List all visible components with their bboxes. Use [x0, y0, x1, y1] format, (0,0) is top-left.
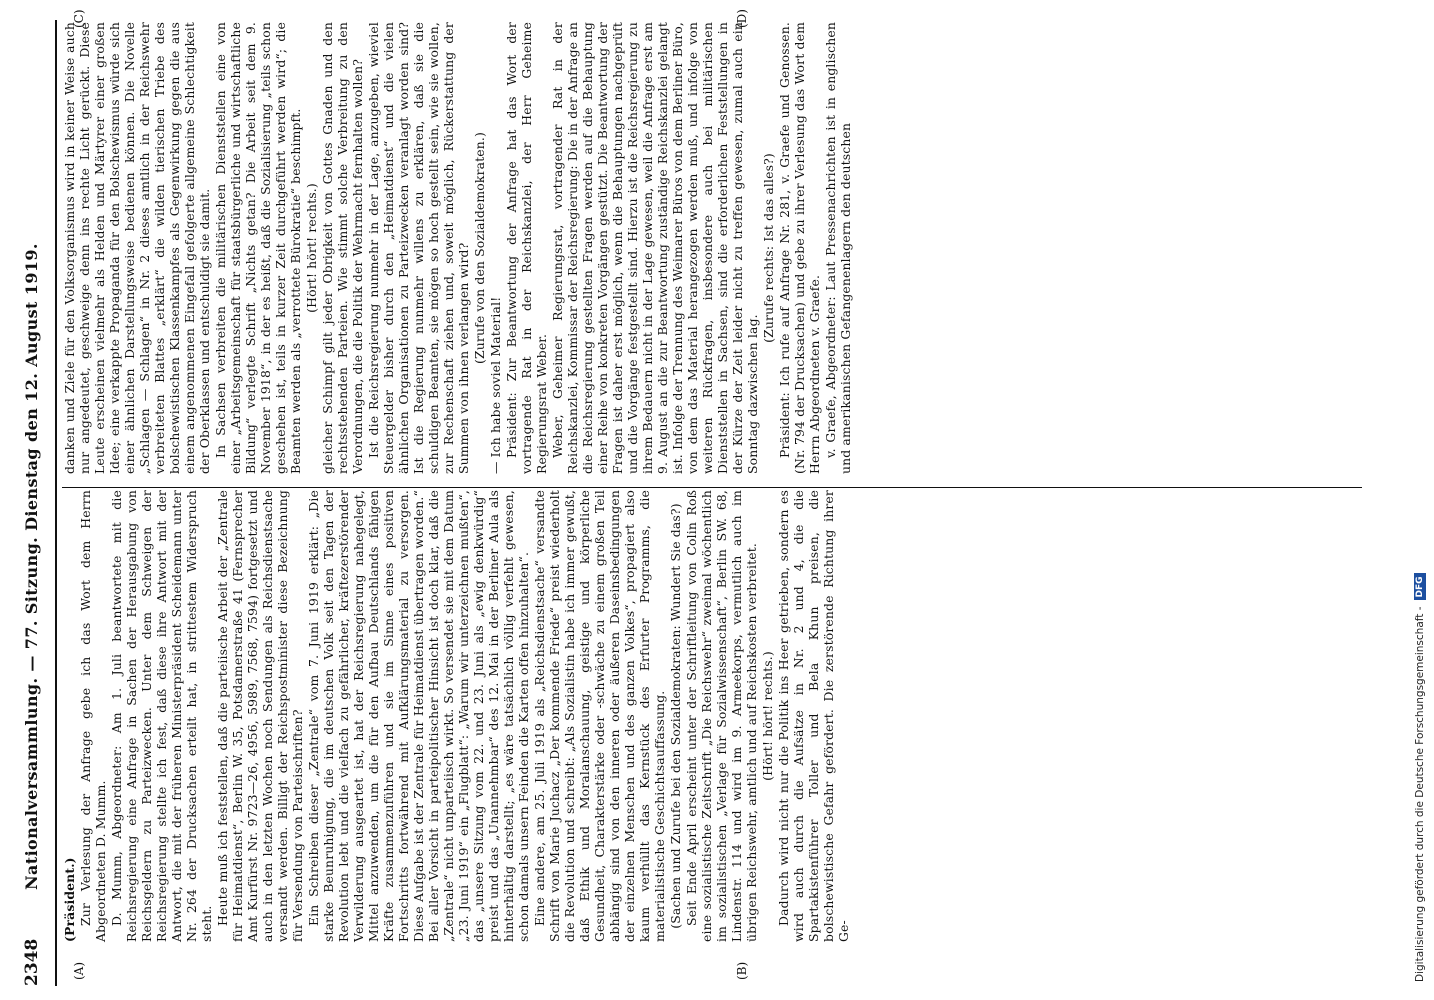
header-rule: [55, 20, 57, 986]
digitization-note-text: Digitalisierung gefördert durch die Deutsche Forschungsgemeinschaft -: [1414, 606, 1426, 982]
paragraph: — Ich habe soviel Material!: [488, 296, 503, 474]
paragraph: Seit Ende April erscheint unter der Schriftleitung von Colin Roß eine sozialistische Zeitschrift „Die Reichswehr“ zweimal wöchentlich im sozialistischen „Verlage für Sozialwissenschaft“, Berlin SW. 68, Lindenstr. 114 und wird im 9. Armeekorps, vermutlich auch im übrigen Reichswehr, amtlich und auf Reichskosten verbreitet.: [684, 490, 759, 942]
left-column: [62, 490, 852, 942]
paragraph: In Sachsen verbreiten die militärischen Dienststellen eine von einer „Arbeitsgemeinschaft für staatsbürgerliche und wirtschaftliche Bildung“ verlegte Schrift „Nichts getan? Die Arbeit seit dem 9. November 1918“, in der es heißt, daß die Sozialisierung „teils schon geschehen ist, teils in kurzer Zeit durchgeführt werden wird“; die Beamten werden als „verrottete Bürokratie“ beschimpft.: [213, 22, 303, 474]
paragraph: Ein Schreiben dieser „Zentrale“ vom 7. Juni 1919 erklärt: „Die starke Beunruhigung, die im deutschen Volk seit den Tagen der Revolution lebt und die vielfach zu gefährlicher, kräftezerstörender Verwilderung ausgeartet ist, hat der Reichsregierung nahegelegt, Mittel anzuwenden, um die für den Aufbau Deutschlands fähigen Kräfte zusammenzuführen und sie im Sinne eines positiven Fortschritts fortwährend mit Aufklärungsmaterial zu versorgen. Diese Aufgabe ist der Zentrale für Heimatdienst übertragen worden.“ Bei aller Vorsicht in parteipolitischer Hinsicht ist doch klar, daß die „Zentrale“ nicht unparteiisch wirkt. So versendet sie mit dem Datum „23. Juni 1919“ ein „Flugblatt“: „Warum wir unterzeichnen mußten“, das „unsere Sitzung vom 22. und 23. Juni als „ewig denkwürdig“ preist und das „Unannehmbar“ des 12. Mai in der Berliner Aula als hinterhältig darstellt; „es wäre tatsächlich völlig verfehlt gewesen, schon damals unsern Feinden die Karten offen hinzuhalten“.: [306, 490, 531, 942]
paragraph: Präsident: Zur Beantwortung der Anfrage hat das Wort der vortragende Rat in der Reichskanzlei, der Herr Geheime Regierungsrat Weber.: [504, 22, 549, 474]
paragraph: Weber, Geheimer Regierungsrat, vortragender Rat in der Reichskanzlei, Kommissar der Reichsregierung: Die in der Anfrage an die Reichsregierung gestellten Fragen werden auf die Behauptung einer Reihe von konkreten Vorgängen gestützt. Die Beantwortung der Fragen ist daher erst möglich, wenn die Behauptungen nachgeprüft und die Vorgänge festgestellt sind. Hierzu ist die Reichsregierung zu ihrem Bedauern nicht in der Lage gewesen, weil die Anfrage erst am 9. August an die zur Beantwortung zuständige Reichskanzlei gelangt ist. Infolge der Trennung des Weimarer Büros von dem Berliner Büro, von dem das Material herangezogen werden muß, und infolge von weiteren Rückfragen, insbesondere auch bei militärischen Dienststellen in Sachsen, sind die erforderlichen Feststellungen in der Kürze der Zeit leider nicht zu treffen gewesen, zumal auch ein Sonntag dazwischen lag.: [550, 22, 760, 474]
paragraph: danken und Ziele für den Volksorganismus wird in keiner Weise auch nur angedeutet, geschweige denn ins rechte Licht gerückt. Diese Leute erscheinen vielmehr als Helden und Märtyrer einer großen Idee; eine verkappte Propaganda für den Bolschewismus würde sich einer ähnlichen Darstellungsweise bedienen können. Die Novelle „Schlagen — Schlagen“ in Nr. 2 dieses amtlich in der Reichswehr verbreiteten Blattes „erklärt“ die wilden tierischen Triebe des bolschewistischen Klassenkampfes als Gegenwirkung gegen die aus einem angenommenen Eingefall gefolgerte allgemeine Schlechtigkeit der Oberklassen und entschuldigt sie damit.: [62, 22, 212, 474]
paragraph: v. Graefe, Abgeordneter: Laut Pressenachrichten ist in englischen und amerikanischen Gefangenenlagern den deutschen: [823, 22, 853, 474]
paragraph: gleicher Schimpf gilt jeder Obrigkeit von Gottes Gnaden und den rechtsstehenden Parteien. Wie stimmt solche Verbreitung zu den Verordnungen, die die Politik der Wehrmacht fernhalten wollen?: [320, 22, 365, 474]
paragraph: Eine andere, am 25. Juli 1919 als „Reichsdienstsache“ versandte Schrift von Marie Juchacz „Der kommende Friede“ preist wiederholt die Revolution und schreibt: „Als Sozialistin habe ich immer gewußt, daß Ethik und Moralanschauung, geistige und körperliche Gesundheit, Charakterstärke oder -schwäche zu einem großen Teil abhängig sind von den inneren oder äußeren Daseinsbedingungen der einzelnen Menschen und des ganzen Volkes“, propagiert also kaum verhüllt das Kernstück des Erfurter Programms, die materialistische Geschichtsauffassung.: [532, 490, 667, 942]
paragraph: (Zurufe rechts: Ist das alles?): [761, 153, 776, 343]
margin-marker-c: (C): [72, 9, 86, 28]
margin-marker-d: (D): [735, 9, 749, 28]
digitization-note: [1408, 12, 1432, 982]
margin-marker-b: (B): [735, 961, 749, 980]
column-divider: [62, 487, 1362, 488]
paragraph: (Hört! hört! rechts.): [304, 183, 319, 313]
margin-marker-a: (A): [72, 961, 86, 980]
dfg-logo: DFG: [1414, 573, 1426, 600]
paragraph: D. Mumm, Abgeordneter: Am 1. Juli beantwortete mit die Reichsregierung eine Anfrage in Sachen der Herausgabung von Reichsgeldern zu Parteizwecken. Unter dem Schweigen der Reichsregierung stellte ich fest, daß diese ihre Antwort mit der Antwort, die mit der früheren Ministerpräsident Scheidemann unter Nr. 264 der Drucksachen erteilt hat, in strittestem Widerspruch steht.: [109, 490, 214, 942]
running-title: Nationalversammlung. — 77. Sitzung. Dienstag den 12. August 1919.: [22, 243, 41, 890]
page-header: [20, 18, 52, 986]
paragraph: Zur Verlesung der Anfrage gebe ich das Wort dem Herrn Abgeordneten D. Mumm.: [78, 490, 108, 942]
paragraph: Dadurch wird nicht nur die Politik ins Heer getrieben, sondern es wird auch durch die Aufsätze in Nr. 2 und 4, die die Spartakistenführer Toller und Bela Khun preisen, die bolschewistische Gefahr gefördert. Die zerstörende Richtung ihrer Ge-: [776, 490, 851, 942]
paragraph: Heute muß ich feststellen, daß die parteiische Arbeit der „Zentrale für Heimatdienst“, Berlin W. 35, Potsdamerstraße 41 (Fernsprecher Amt Kurfürst Nr. 9723—26, 4956, 5989, 7568, 7594) fortgesetzt und auch in den letzten Wochen noch Sendungen als Reichsdienstsache versandt werden. Billigt der Reichspostminister diese Bezeichnung für Versendung von Parteischriften?: [215, 490, 305, 942]
paragraph: Präsident: Ich rufe auf Anfrage Nr. 281, v. Graefe und Genossen. (Nr. 794 der Drucksachen) und gebe zu ihrer Verlesung das Wort dem Herrn Abgeordneten v. Graefe.: [777, 22, 822, 474]
paragraph: (Präsident.): [62, 857, 77, 942]
right-column: [62, 22, 854, 474]
paragraph: (Hört! hört! rechts.): [760, 651, 775, 781]
paragraph: (Sachen und Zurufe bei den Sozialdemokraten: Wundert Sie das?): [668, 503, 683, 929]
page-number: 2348: [22, 938, 42, 986]
paragraph: Ist die Reichsregierung nunmehr in der Lage, anzugeben, wieviel Steuergelder bisher durch den „Heimatdienst“ und die vielen ähnlichen Organisationen zu Parteizwecken veranlagt worden sind? Ist die Regierung nunmehr willens zu erklären, daß sie die schuldigen Beamten, sie mögen so hoch gestellt sein, wie sie wollen, zur Rechenschaft ziehen und, soweit möglich, Rückerstattung der Summen von ihnen verlangen wird?: [366, 22, 471, 474]
paragraph: (Zurufe von den Sozialdemokraten.): [472, 132, 487, 364]
